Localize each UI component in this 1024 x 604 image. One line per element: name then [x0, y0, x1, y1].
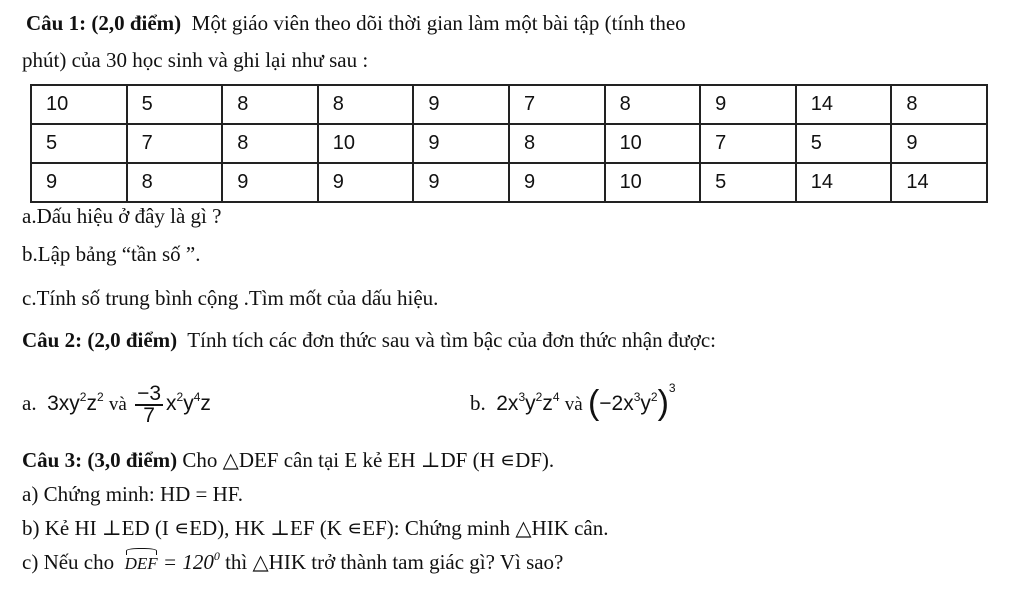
table-cell: 14: [796, 163, 892, 202]
b2-x: −2x: [599, 392, 634, 415]
table-cell: 5: [796, 124, 892, 163]
monomial-b1: [496, 392, 559, 415]
b2-y: y: [640, 392, 651, 415]
b1-zexp: 4: [552, 390, 560, 404]
table-cell: 9: [222, 163, 318, 202]
cau1-heading: Câu 1: (2,0 điểm): [26, 11, 182, 35]
a2-yexp: 4: [193, 390, 201, 404]
b2-yexp: 2: [650, 390, 658, 404]
table-cell: 9: [413, 163, 509, 202]
table-cell: 14: [891, 163, 987, 202]
angle-degree: 0: [213, 549, 220, 563]
fraction-numerator: −3: [137, 382, 162, 406]
b1-yexp: 2: [535, 390, 543, 404]
table-row: [31, 124, 987, 163]
b1-x: 2x: [496, 392, 519, 415]
table-cell: 9: [413, 85, 509, 124]
table-cell: 5: [700, 163, 796, 202]
b1-z: z: [542, 392, 553, 415]
cau2-part-b: [470, 378, 676, 428]
table-row: [31, 85, 987, 124]
cau2-a-label: a.: [22, 391, 37, 415]
cau3-heading: Câu 3: (3,0 điểm): [22, 448, 178, 472]
a1-base: 3xy: [47, 392, 80, 415]
cau3-intro: Cho △DEF cân tại E kẻ EH ⊥DF (H ∊DF).: [182, 448, 555, 472]
table-cell: 8: [127, 163, 223, 202]
cau3-line: [22, 447, 554, 473]
table-cell: 10: [605, 124, 701, 163]
fraction: [135, 384, 163, 426]
question-3c: [22, 549, 563, 577]
a2-z: z: [200, 392, 211, 415]
paren-open: (: [587, 384, 600, 422]
cau1-line1: [26, 10, 686, 36]
question-3b: b) Kẻ HI ⊥ED (I ∊ED), HK ⊥EF (K ∊EF): Chứng minh △HIK cân.: [22, 516, 609, 540]
angle-value: [163, 550, 220, 574]
question-1a: a.Dấu hiệu ở đây là gì ?: [22, 204, 222, 228]
table-cell: 5: [31, 124, 127, 163]
table-cell: 9: [509, 163, 605, 202]
monomial-a1: [47, 392, 104, 415]
b2-outer-exp: 3: [668, 381, 676, 395]
data-table-body: [31, 85, 987, 202]
cau2-b-label: b.: [470, 391, 486, 415]
a2-x: x: [166, 392, 177, 415]
cau2-part-a: [22, 378, 211, 428]
table-cell: 9: [700, 85, 796, 124]
question-1b: b.Lập bảng “tần số ”.: [22, 242, 201, 266]
cau2-heading: Câu 2: (2,0 điểm): [22, 328, 178, 352]
table-cell: 8: [605, 85, 701, 124]
a1-exp: 2: [79, 390, 87, 404]
cau2-b-va: và: [564, 394, 583, 415]
cau1-line2: phút) của 30 học sinh và ghi lại như sau :: [22, 48, 369, 72]
table-cell: 8: [222, 85, 318, 124]
table-cell: 7: [700, 124, 796, 163]
a1-z: z: [86, 392, 97, 415]
table-cell: 9: [413, 124, 509, 163]
cau1-text1: Một giáo viên theo dõi thời gian làm một bài tập (tính theo: [191, 11, 686, 35]
paren-close: ): [657, 384, 669, 422]
table-cell: 7: [509, 85, 605, 124]
angle-eq: = 120: [162, 550, 214, 574]
table-cell: 10: [318, 124, 414, 163]
table-cell: 8: [222, 124, 318, 163]
monomial-b2: [587, 381, 676, 422]
table-cell: 7: [127, 124, 223, 163]
table-cell: 9: [31, 163, 127, 202]
table-cell: 8: [891, 85, 987, 124]
cau2-a-va: và: [108, 394, 127, 415]
table-cell: 10: [605, 163, 701, 202]
question-1c: c.Tính số trung bình cộng .Tìm mốt của dấu hiệu.: [22, 286, 439, 310]
question-3c-post: thì △HIK trở thành tam giác gì? Vì sao?: [225, 550, 564, 574]
b1-xexp: 3: [518, 390, 526, 404]
table-cell: 5: [127, 85, 223, 124]
b1-y: y: [525, 392, 536, 415]
table-cell: 14: [796, 85, 892, 124]
cau2-text: Tính tích các đơn thức sau và tìm bậc của đơn thức nhận được:: [187, 328, 716, 352]
table-cell: 10: [31, 85, 127, 124]
table-cell: 8: [318, 85, 414, 124]
table-row: [31, 163, 987, 202]
table-cell: 9: [318, 163, 414, 202]
b2-xexp: 3: [633, 390, 641, 404]
question-3c-pre: c) Nếu cho: [22, 550, 115, 574]
fraction-denominator: 7: [143, 404, 155, 428]
a2-y: y: [183, 392, 194, 415]
table-cell: 8: [509, 124, 605, 163]
table-cell: 9: [891, 124, 987, 163]
cau2-line: [22, 327, 716, 353]
angle-def: DEF: [125, 551, 158, 577]
a1-zexp: 2: [96, 390, 104, 404]
monomial-a2: [166, 392, 211, 415]
a2-xexp: 2: [176, 390, 184, 404]
data-table: [30, 84, 988, 203]
question-3a: a) Chứng minh: HD = HF.: [22, 482, 244, 506]
